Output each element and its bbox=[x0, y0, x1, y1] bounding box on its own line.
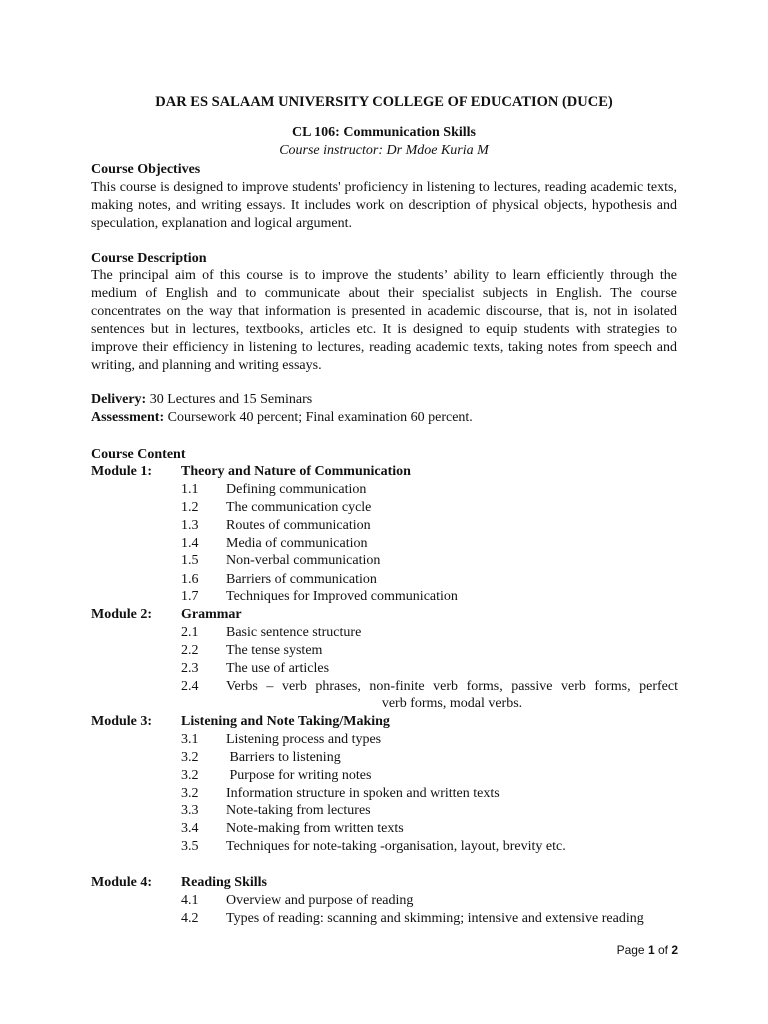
item-number: 2.1 bbox=[181, 625, 199, 640]
page-of: of bbox=[654, 943, 672, 957]
delivery-line bbox=[91, 391, 312, 409]
item-number: 3.5 bbox=[181, 839, 199, 854]
item-number: 1.5 bbox=[181, 553, 199, 568]
page-prefix: Page bbox=[616, 943, 648, 957]
item-number: 1.1 bbox=[181, 482, 199, 497]
assessment-value: Coursework 40 percent; Final examination 60 percent. bbox=[164, 410, 473, 425]
item-number: 4.1 bbox=[181, 893, 199, 908]
description-text: The principal aim of this course is to improve the students’ ability to learn efficiently through the medium of English and to communicate about their specialist subjects in English. The course concentrates on the way that information is presented in academic discourse, that is, not in isolated sentences but in lectures, textbooks, articles etc. It is designed to equip students with strategies to improve their efficiency in listening to lectures, reading academic texts, taking notes from speech and writing, and planning and writing essays. bbox=[91, 268, 677, 373]
item-text: Overview and purpose of reading bbox=[226, 893, 414, 908]
institution-title: DAR ES SALAAM UNIVERSITY COLLEGE OF EDUCATION (DUCE) bbox=[155, 94, 613, 110]
item-number: 2.4 bbox=[181, 679, 199, 694]
item-number: 3.3 bbox=[181, 803, 199, 818]
item-number: 2.3 bbox=[181, 661, 199, 676]
item-number: 3.1 bbox=[181, 732, 199, 747]
item-text: The tense system bbox=[226, 643, 323, 658]
item-text: Types of reading: scanning and skimming; intensive and extensive reading bbox=[226, 911, 644, 926]
item-number: 1.3 bbox=[181, 518, 199, 533]
item-number: 3.4 bbox=[181, 821, 199, 836]
item-text: Techniques for Improved communication bbox=[226, 589, 458, 604]
page-current: 1 bbox=[647, 943, 655, 957]
item-text: Purpose for writing notes bbox=[226, 768, 372, 783]
item-text: Defining communication bbox=[226, 482, 367, 497]
page-total: 2 bbox=[671, 943, 678, 957]
item-text: The use of articles bbox=[226, 661, 330, 676]
item-text-continuation: verb forms, modal verbs. bbox=[381, 696, 523, 711]
item-text: Techniques for note-taking -organisation, layout, brevity etc. bbox=[226, 839, 566, 854]
item-text: Listening process and types bbox=[226, 732, 382, 747]
item-text: Basic sentence structure bbox=[226, 625, 362, 640]
objectives-heading: Course Objectives bbox=[91, 162, 201, 177]
item-number: 3.2 bbox=[181, 750, 199, 765]
item-text: Media of communication bbox=[226, 536, 368, 551]
item-number: 3.2 bbox=[181, 786, 199, 801]
item-number: 1.7 bbox=[181, 589, 199, 604]
item-text: Barriers of communication bbox=[226, 572, 377, 587]
item-number: 3.2 bbox=[181, 768, 199, 783]
item-text: Note-taking from lectures bbox=[226, 803, 371, 818]
item-text: Verbs – verb phrases, non-finite verb forms, passive verb forms, perfect bbox=[226, 679, 678, 694]
description-heading: Course Description bbox=[91, 251, 207, 266]
module-title: Theory and Nature of Communication bbox=[181, 464, 411, 479]
item-text: Routes of communication bbox=[226, 518, 371, 533]
item-text: Information structure in spoken and written texts bbox=[226, 786, 500, 801]
item-text: Barriers to listening bbox=[226, 750, 341, 765]
item-text: Non-verbal communication bbox=[226, 553, 381, 568]
item-number: 1.2 bbox=[181, 500, 199, 515]
course-title: CL 106: Communication Skills bbox=[292, 125, 476, 140]
delivery-label: Delivery: bbox=[91, 392, 147, 407]
assessment-label: Assessment: bbox=[91, 410, 165, 425]
item-number: 4.2 bbox=[181, 911, 199, 926]
module-label: Module 3: bbox=[91, 714, 153, 729]
item-number: 1.6 bbox=[181, 572, 199, 587]
module-title: Grammar bbox=[181, 607, 242, 622]
course-instructor: Course instructor: Dr Mdoe Kuria M bbox=[279, 143, 489, 158]
item-text: The communication cycle bbox=[226, 500, 372, 515]
item-number: 2.2 bbox=[181, 643, 199, 658]
content-heading: Course Content bbox=[91, 447, 186, 462]
assessment-line bbox=[91, 409, 473, 427]
page-number bbox=[617, 943, 678, 957]
item-number: 1.4 bbox=[181, 536, 199, 551]
delivery-value: 30 Lectures and 15 Seminars bbox=[146, 392, 313, 407]
item-text: Note-making from written texts bbox=[226, 821, 404, 836]
module-label: Module 2: bbox=[91, 607, 153, 622]
objectives-text: This course is designed to improve students' proficiency in listening to lectures, reading academic texts, making notes, and writing essays. It includes work on description of physical objects, hypothesis and speculation, explanation and logical argument. bbox=[91, 180, 677, 231]
module-title: Reading Skills bbox=[181, 875, 267, 890]
module-label: Module 1: bbox=[91, 464, 153, 479]
module-label: Module 4: bbox=[91, 875, 153, 890]
module-title: Listening and Note Taking/Making bbox=[181, 714, 390, 729]
